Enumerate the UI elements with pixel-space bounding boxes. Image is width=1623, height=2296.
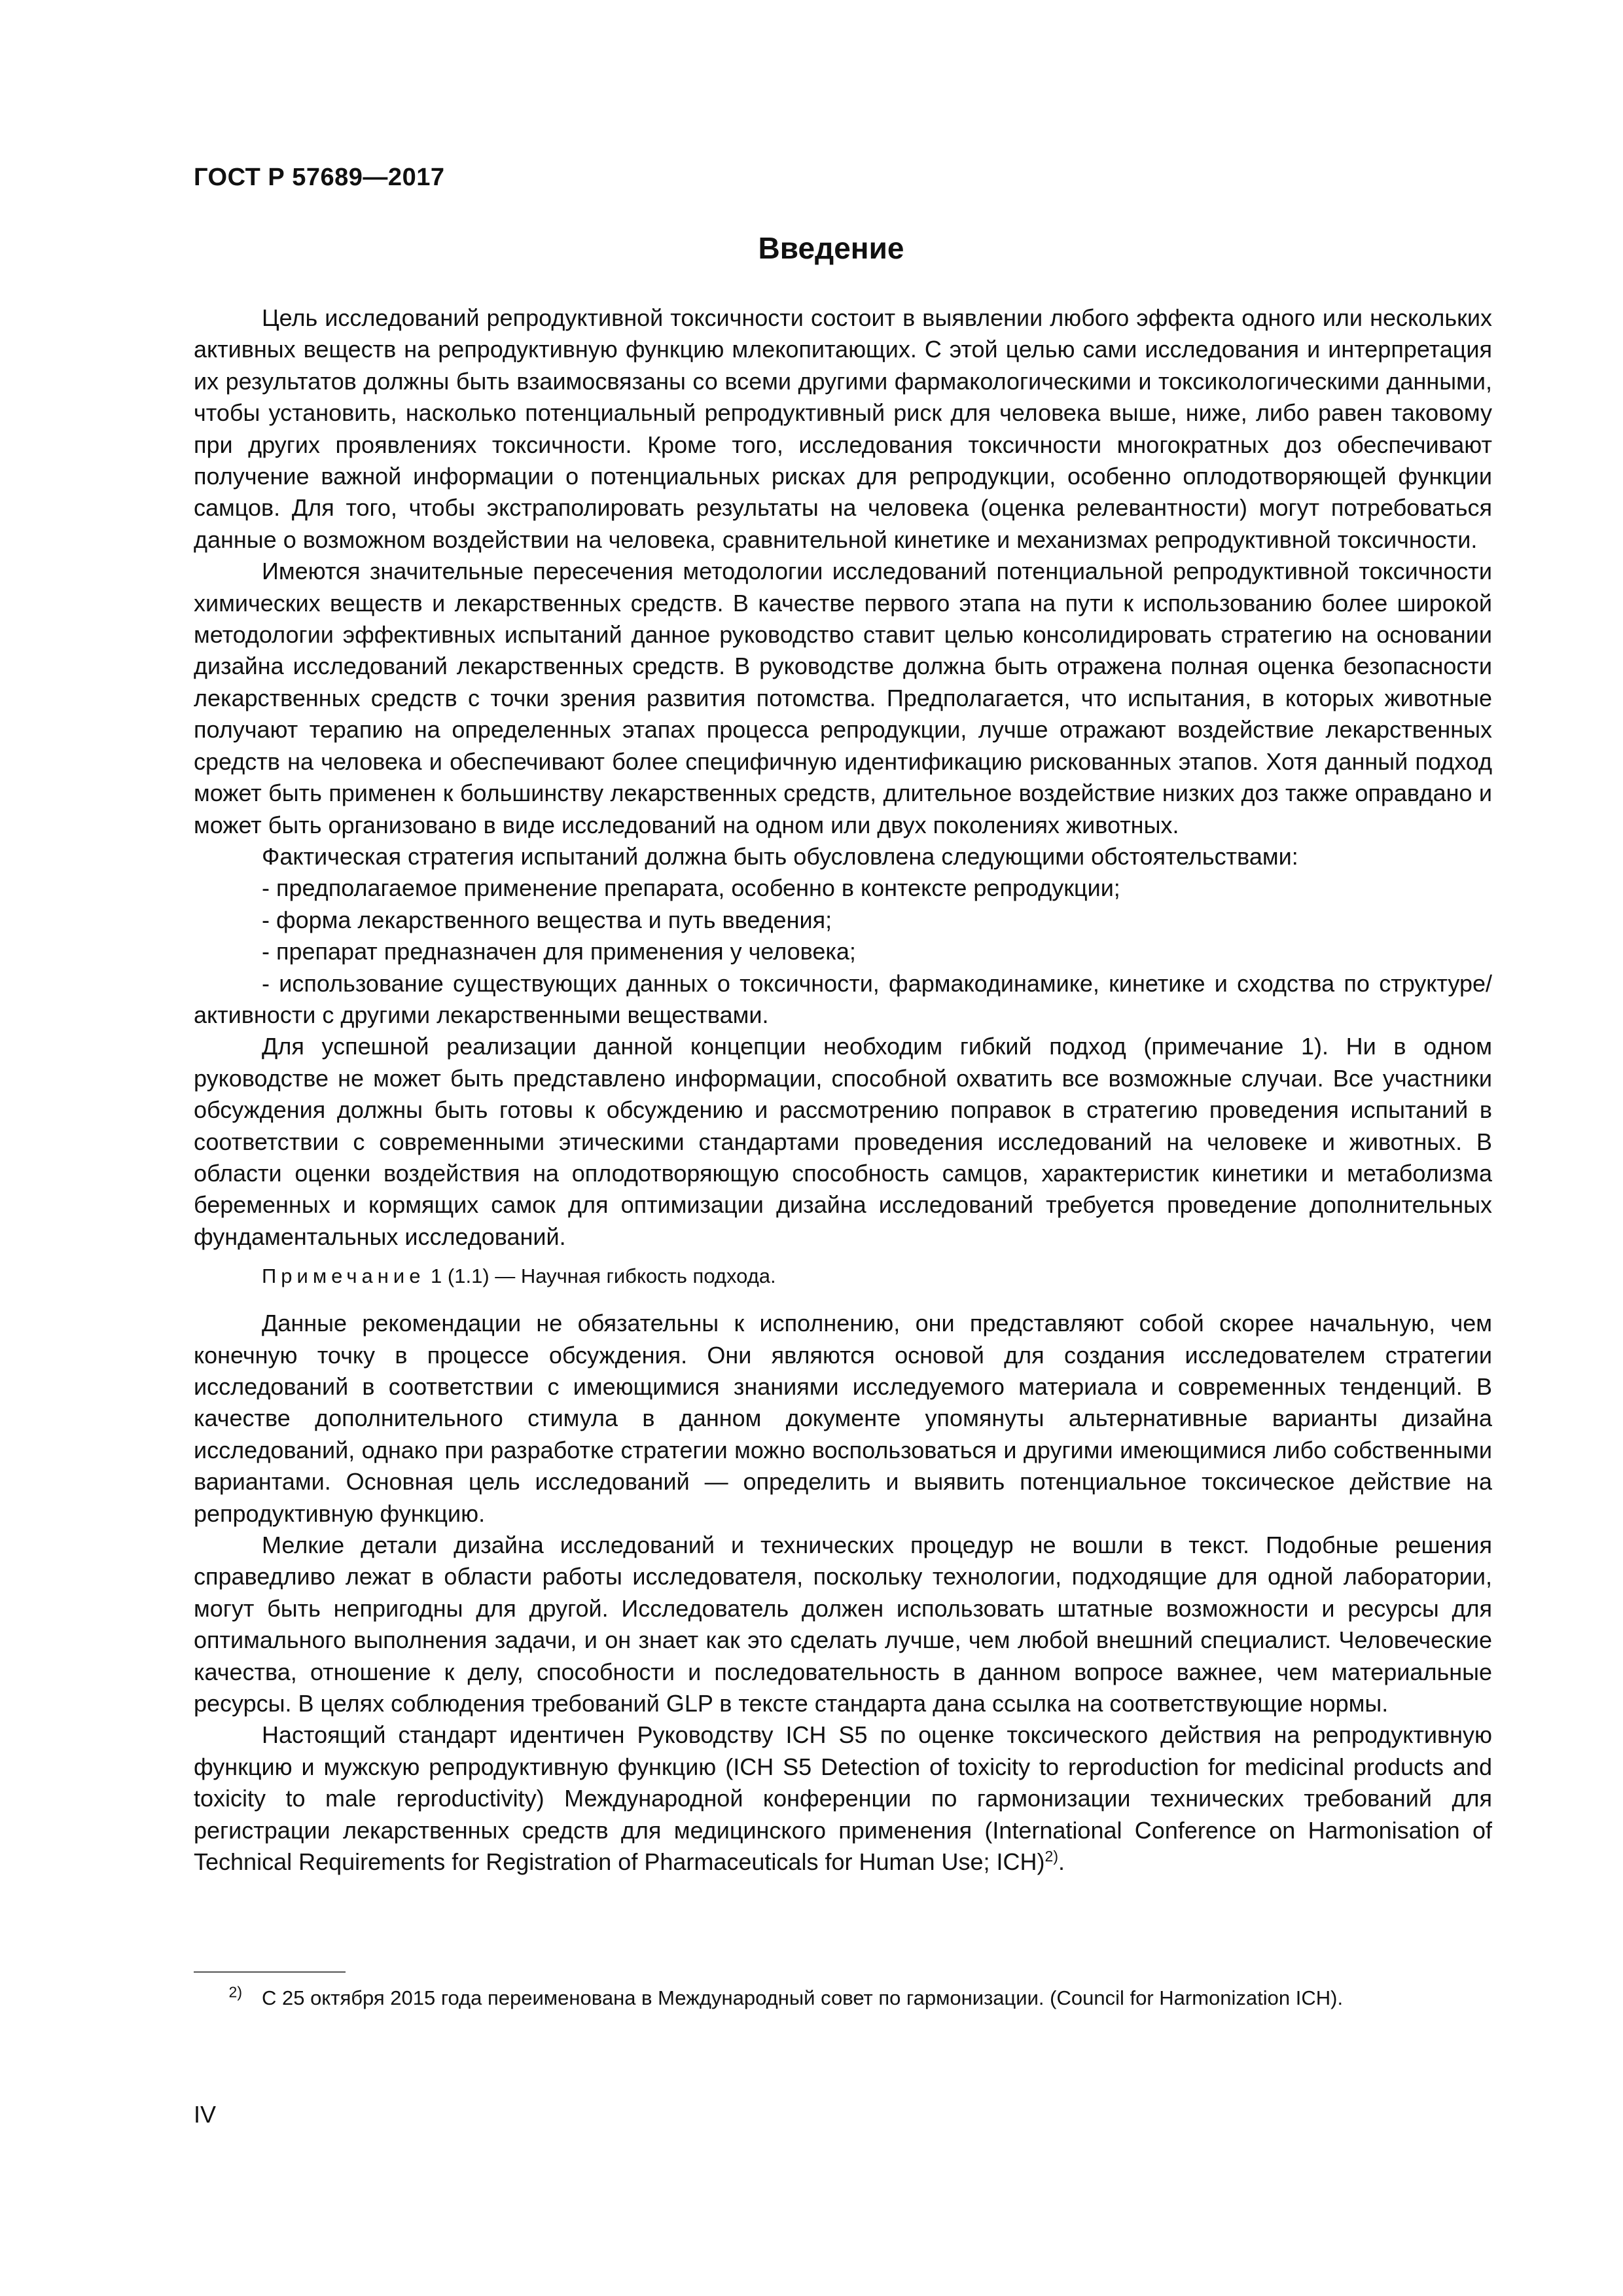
paragraph: Для успешной реализации данной концепции необходим гибкий подход (примечание 1). Ни в одном руководстве не может быть представлено информации, способной охватить все возможные случаи. Все участники обсуждения должны быть готовы к обсуждению и рассмотрению поправок в стратегию проведения испытаний в соответствии с современными этическими стандартами проведения исследований на человеке и животных. В области оценки воздействия на оплодотворяющую способность самцов, характеристик кинетики и метаболизма беременных и кормящих самок для оптимизации дизайна исследований требуется проведение дополнительных фундаментальных исследований. <box>194 1033 1492 1250</box>
document-body <box>194 302 1492 1878</box>
list-item: - использование существующих данных о токсичности, фармакодинамике, кинетике и сходства по структуре/активности с другими лекарственными веществами. <box>194 969 1492 1028</box>
paragraph-end: . <box>1058 1848 1065 1876</box>
paragraph <box>194 1719 1492 1878</box>
list-item: - предполагаемое применение препарата, особенно в контексте репродукции; <box>262 874 1120 902</box>
footnote-divider <box>194 1971 346 1973</box>
page-number: IV <box>194 2101 217 2128</box>
list-item: - препарат предназначен для применения у человека; <box>262 938 856 965</box>
note <box>194 1262 1492 1291</box>
footnote <box>194 1983 1492 2013</box>
footnote-ref[interactable]: 2) <box>1044 1848 1058 1865</box>
list-item: - форма лекарственного вещества и путь введения; <box>262 906 832 933</box>
paragraph: Фактическая стратегия испытаний должна быть обусловлена следующими обстоятельствами: <box>262 842 1298 870</box>
footnote-marker-text: 2) <box>228 1983 242 2001</box>
paragraph-text: Настоящий стандарт идентичен Руководству ICH S5 по оценке токсического действия на репродуктивную функцию и мужскую репродуктивную функцию (ICH S5 Detection of toxicity to reproduction for medicinal products and toxicity to male reproductivity) Международной конференции по гармонизации технических требований для регистрации лекарственных средств для медицинского применения (International Conference on Harmonisation of Technical Requirements for Registration of Pharmaceuticals for Human Use; ICH) <box>194 1721 1492 1876</box>
footnote-marker <box>194 1983 262 2013</box>
footnote-text: С 25 октября 2015 года переименована в Международный совет по гармонизации. (Council for Harmonization ICH). <box>262 1986 1344 2009</box>
note-text: 1 (1.1) — Научная гибкость подхода. <box>425 1265 776 1288</box>
paragraph: Данные рекомендации не обязательны к исполнению, они представляют собой скорее начальную, чем конечную точку в процессе обсуждения. Они являются основой для создания исследователем стратегии исследований в соответствии с имеющимися знаниями исследуемого материала и современных тенденций. В качестве дополнительного стимула в данном документе упомянуты альтернативные варианты дизайна исследований, однако при разработке стратегии можно воспользоваться и другими имеющимися либо собственными вариантами. Основная цель исследований — определить и выявить потенциальное токсическое действие на репродуктивную функцию. <box>194 1310 1492 1527</box>
standard-designation: ГОСТ Р 57689—2017 <box>194 164 445 191</box>
note-label: Примечание <box>262 1265 425 1288</box>
paragraph: Имеются значительные пересечения методологии исследований потенциальной репродуктивной токсичности химических веществ и лекарственных средств. В качестве первого этапа на пути к использованию более широкой методологии эффективных испытаний данное руководство ставит целью консолидировать стратегию на основании дизайна исследований лекарственных средств. В руководстве должна быть отражена полная оценка безопасности лекарственных средств с точки зрения развития потомства. Предполагается, что испытания, в которых животные получают терапию на определенных этапах процесса репродукции, лучше отражают воздействие лекарственных средств на человека и обеспечивают более специфичную идентификацию рискованных этапов. Хотя данный подход может быть применен к большинству лекарственных средств, длительное воздействие низких доз также оправдано и может быть организовано в виде исследований на одном или двух поколениях животных. <box>194 558 1492 838</box>
section-title: Введение <box>758 231 904 265</box>
paragraph: Цель исследований репродуктивной токсичности состоит в выявлении любого эффекта одного или нескольких активных веществ на репродуктивную функцию млекопитающих. С этой целью сами исследования и интерпретация их результатов должны быть взаимосвязаны со всеми другими фармакологическими и токсикологическими данными, чтобы установить, насколько потенциальный репродуктивный риск для человека выше, ниже, либо равен таковому при других проявлениях токсичности. Кроме того, исследования токсичности многократных доз обеспечивают получение важной информации о потенциальных рисках для репродукции, особенно оплодотворяющей функции самцов. Для того, чтобы экстраполировать результаты на человека (оценка релевантности) могут потребоваться данные о возможном воздействии на человека, сравнительной кинетике и механизмах репродуктивной токсичности. <box>194 304 1492 553</box>
paragraph: Мелкие детали дизайна исследований и технических процедур не вошли в текст. Подобные решения справедливо лежат в области работы исследователя, поскольку технологии, подходящие для одной лаборатории, могут быть непригодны для другой. Исследователь должен использовать штатные возможности и ресурсы для оптимального выполнения задачи, и он знает как это сделать лучше, чем любой внешний специалист. Человеческие качества, отношение к делу, способности и последовательность в данном вопросе важнее, чем материальные ресурсы. В целях соблюдения требований GLP в тексте стандарта дана ссылка на соответствующие нормы. <box>194 1532 1492 1717</box>
